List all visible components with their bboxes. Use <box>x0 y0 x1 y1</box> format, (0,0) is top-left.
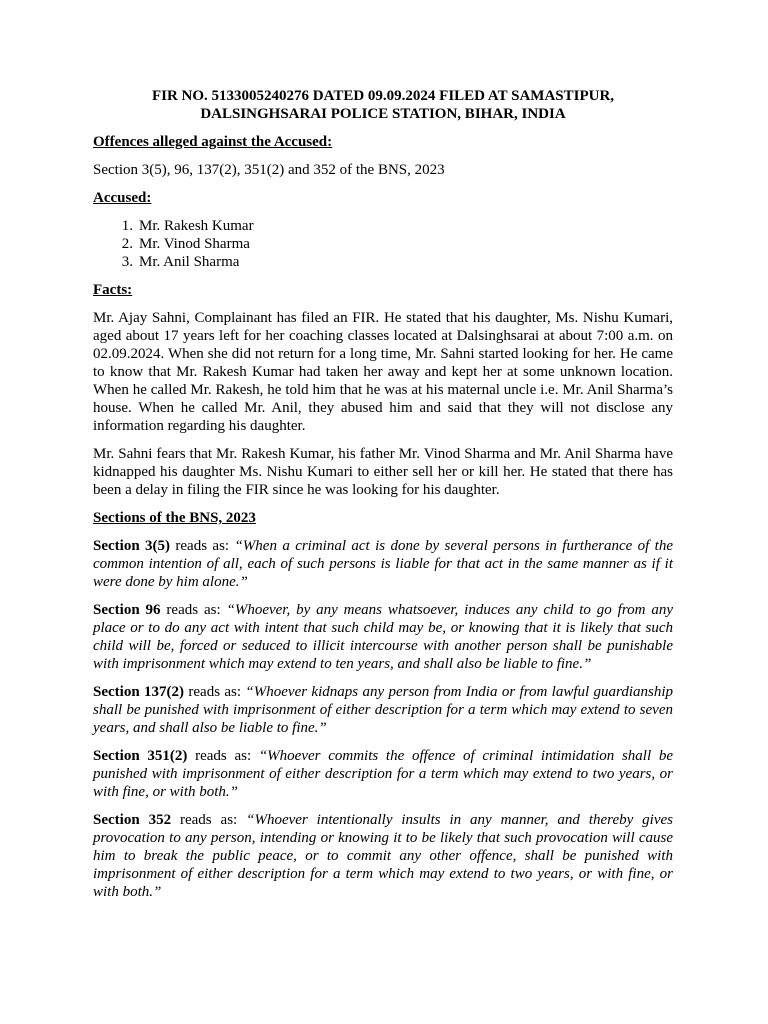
list-item <box>93 235 673 253</box>
section-3-5 <box>93 537 673 591</box>
list-number: 2. <box>121 236 133 252</box>
section-quote: “Whoever intentionally insults in any manner, and thereby gives provocation to any person, intending or knowing it to be likely that such provocation will cause him to break the public peace, or to commit any other offence, shall be punished with imprisonment of either description for a term which may extend to two years, or with fine, or with both.” <box>93 812 673 900</box>
list-item <box>93 217 673 235</box>
section-name: Section 351(2) <box>93 748 188 764</box>
section-351-2 <box>93 747 673 801</box>
reads-as: reads as: <box>184 684 246 700</box>
reads-as: reads as: <box>171 812 247 828</box>
title-line-2: DALSINGHSARAI POLICE STATION, BIHAR, INDIA <box>200 106 566 122</box>
document-page <box>93 87 673 911</box>
document-title <box>93 87 673 123</box>
title-line-1: FIR NO. 5133005240276 DATED 09.09.2024 FILED AT SAMASTIPUR, <box>151 88 615 104</box>
section-quote: “Whoever, by any means whatsoever, induces any child to go from any place or to do any act with intent that such child may be, or knowing that it is likely that such child will be, forced or seduced to illicit intercourse with another person shall be punishable with imprisonment which may extend to ten years, and shall also be liable to fine.” <box>93 602 673 672</box>
facts-heading: Facts: <box>93 282 133 298</box>
section-quote: “When a criminal act is done by several persons in furtherance of the common intention of all, each of such persons is liable for that act in the same manner as if it were done by him alone.” <box>93 538 673 590</box>
reads-as: reads as: <box>187 748 259 764</box>
list-item <box>93 253 673 271</box>
offences-heading: Offences alleged against the Accused: <box>93 134 333 150</box>
facts-paragraph-2: Mr. Sahni fears that Mr. Rakesh Kumar, his father Mr. Vinod Sharma and Mr. Anil Sharma have kidnapped his daughter Ms. Nishu Kumari to either sell her or kill her. He stated that there has been a delay in filing the FIR since he was looking for his daughter. <box>93 446 673 498</box>
list-number: 3. <box>121 254 133 270</box>
reads-as: reads as: <box>160 602 227 618</box>
accused-heading: Accused: <box>93 190 152 206</box>
list-number: 1. <box>121 218 133 234</box>
section-name: Section 137(2) <box>93 684 185 700</box>
accused-list <box>93 217 673 271</box>
section-quote: “Whoever commits the offence of criminal intimidation shall be punished with imprisonment of either description for a term which may extend to two years, or with fine, or with both.” <box>93 748 674 800</box>
accused-name: Mr. Anil Sharma <box>139 254 240 270</box>
section-name: Section 352 <box>93 812 172 828</box>
section-137-2 <box>93 683 673 737</box>
reads-as: reads as: <box>170 538 235 554</box>
section-name: Section 3(5) <box>93 538 171 554</box>
section-96 <box>93 601 673 673</box>
section-quote: “Whoever kidnaps any person from India or from lawful guardianship shall be punished with imprisonment of either description for a term which may extend to seven years, and shall also be liable to fine.” <box>93 684 674 736</box>
offences-text: Section 3(5), 96, 137(2), 351(2) and 352 of the BNS, 2023 <box>93 162 445 178</box>
accused-name: Mr. Rakesh Kumar <box>139 218 254 234</box>
accused-name: Mr. Vinod Sharma <box>139 236 250 252</box>
section-352 <box>93 811 673 901</box>
sections-heading: Sections of the BNS, 2023 <box>93 510 256 526</box>
facts-paragraph-1: Mr. Ajay Sahni, Complainant has filed an FIR. He stated that his daughter, Ms. Nishu Kumari, aged about 17 years left for her coaching classes located at Dalsinghsarai at about 7:00 a.m. on 02.09.2024. When she did not return for a long time, Mr. Sahni started looking for her. He came to know that Mr. Rakesh Kumar had taken her away and kept her at some unknown location. When he called Mr. Rakesh, he told him that he was at his maternal uncle i.e. Mr. Anil Sharma’s house. When he called Mr. Anil, they abused him and said that they will not disclose any information regarding his daughter. <box>93 310 673 434</box>
section-name: Section 96 <box>93 602 161 618</box>
